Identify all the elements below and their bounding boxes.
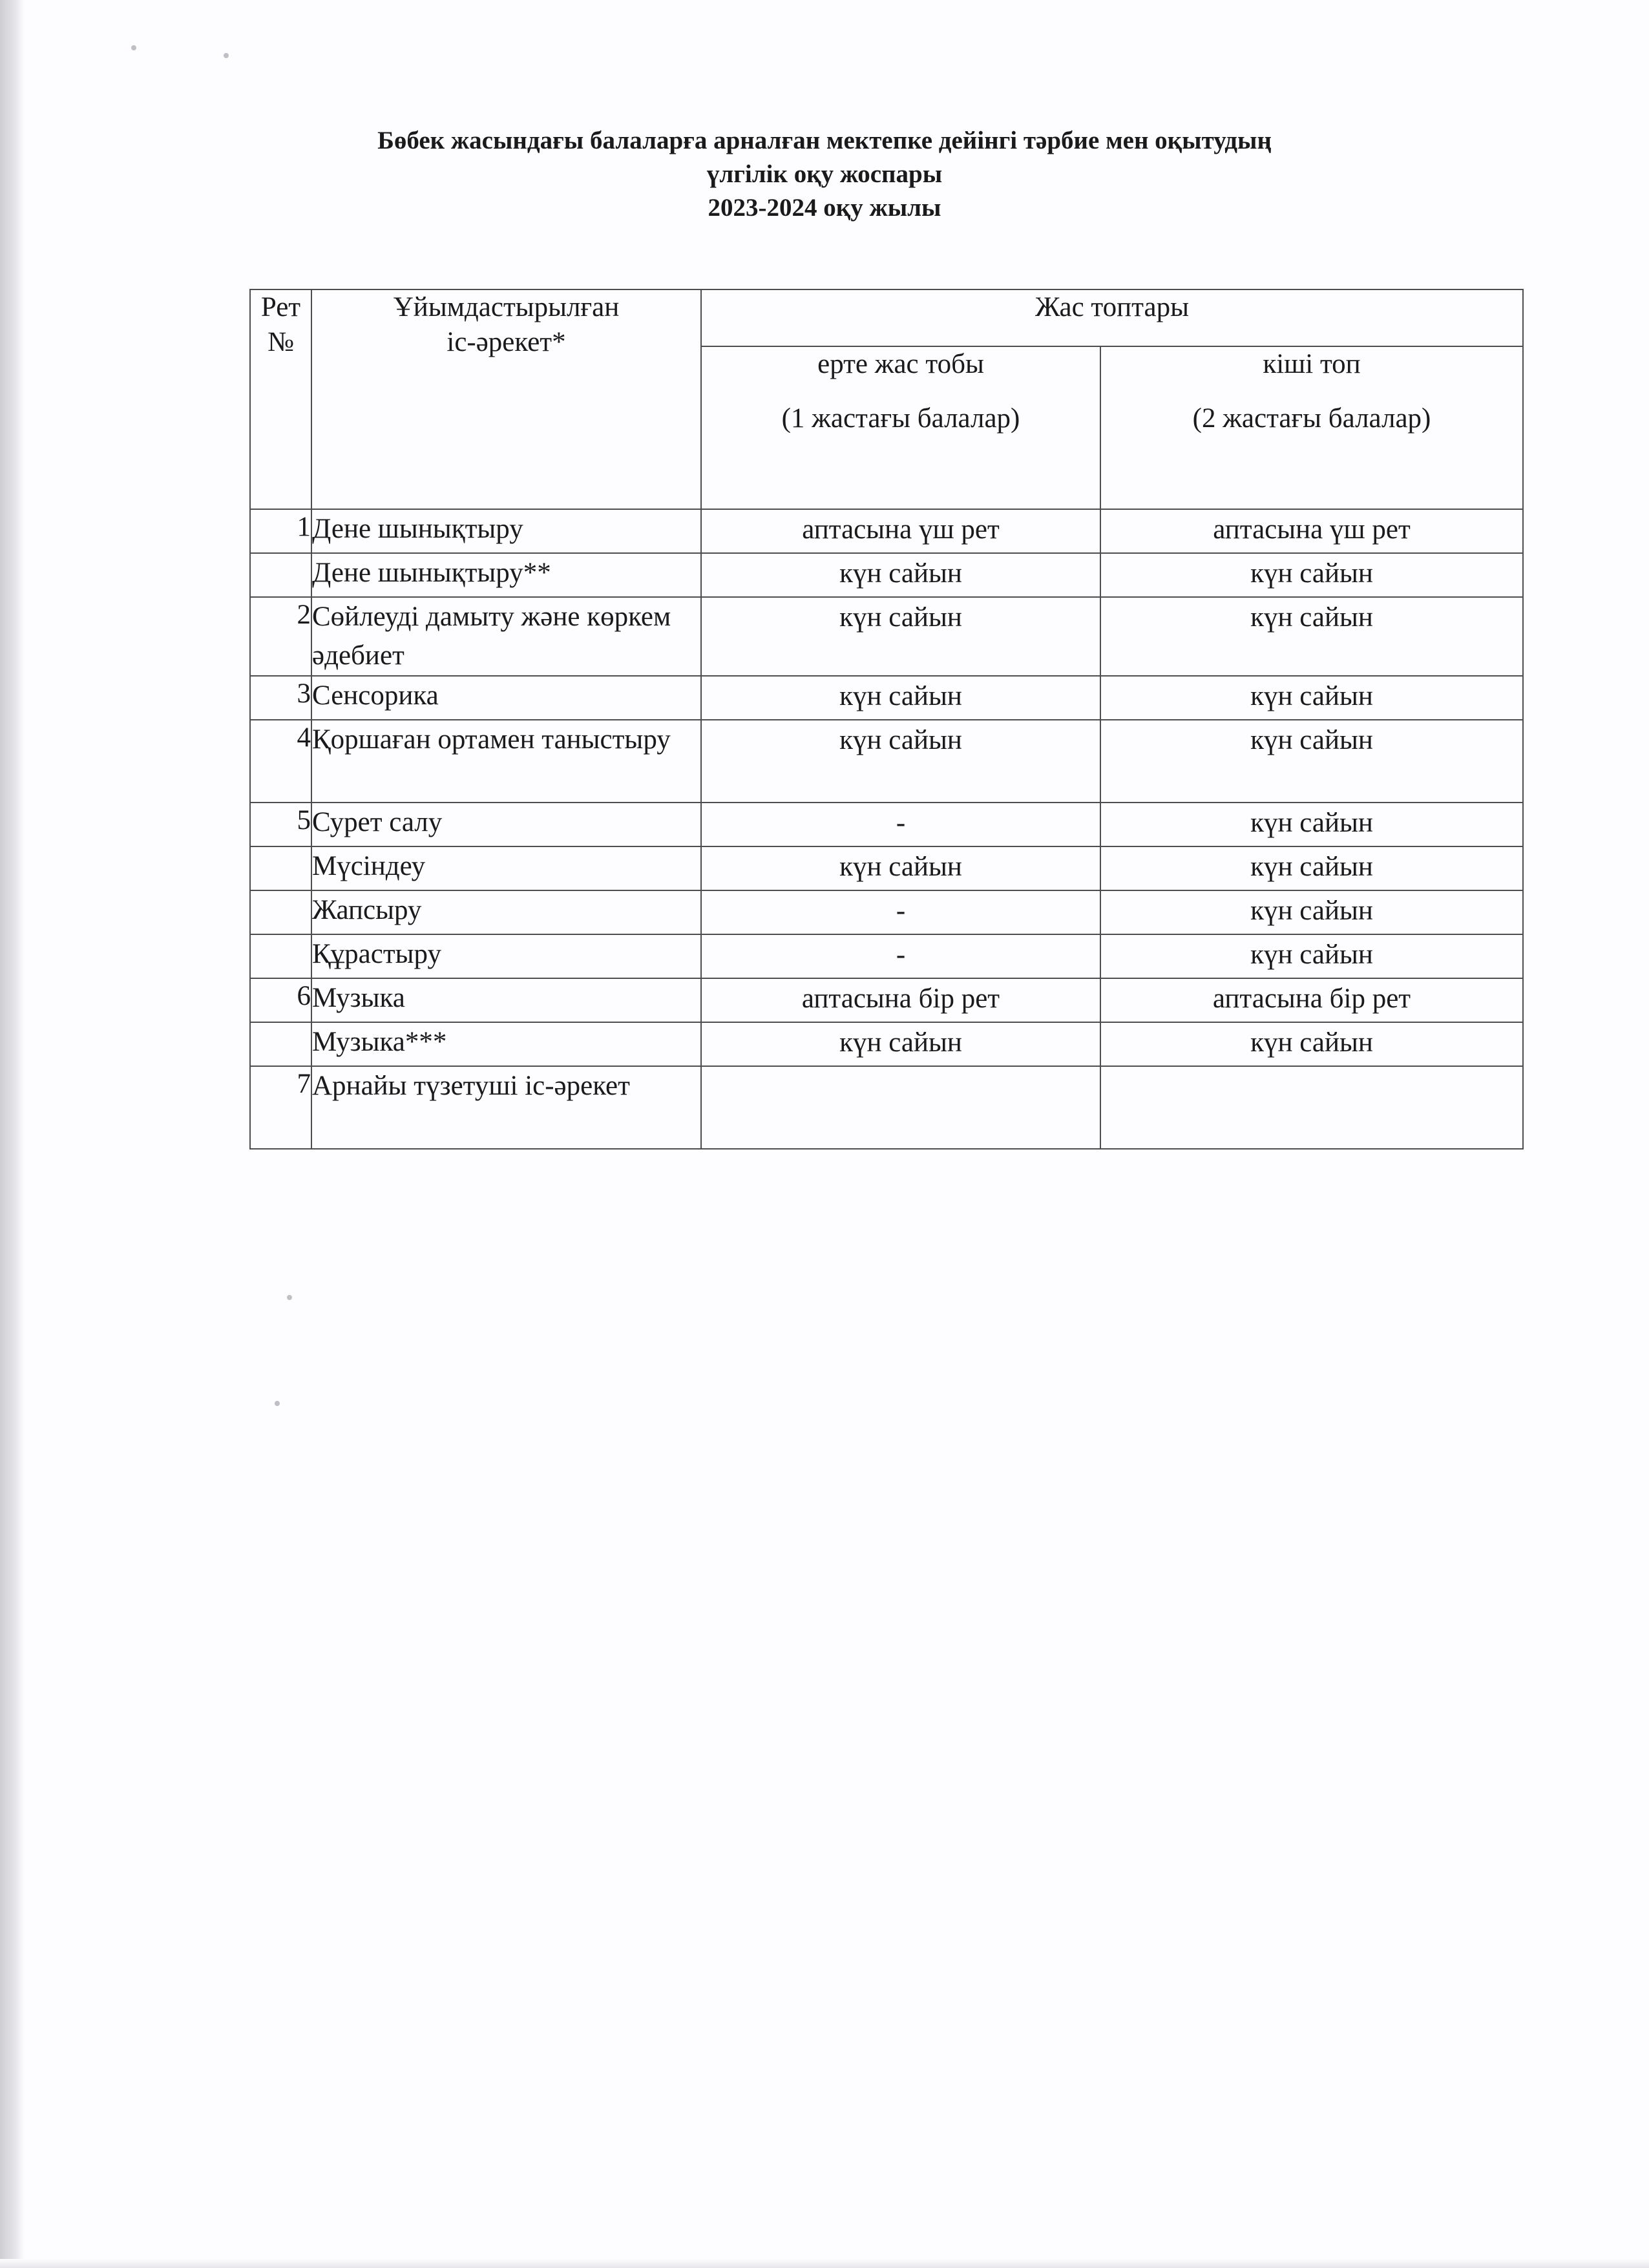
activity-cell: Мүсіндеу xyxy=(311,846,701,890)
early-group-cell: - xyxy=(701,934,1100,978)
row-number: 5 xyxy=(250,803,311,846)
activity-cell: Сурет салу xyxy=(311,803,701,846)
activity-cell: Арнайы түзетуші іс-әрекет xyxy=(311,1066,701,1149)
junior-group-age: (2 жастағы балалар) xyxy=(1192,403,1431,434)
early-group-cell: аптасына бір рет xyxy=(701,978,1100,1022)
early-group-cell: аптасына үш рет xyxy=(701,509,1100,553)
table-row xyxy=(250,846,1523,890)
junior-group-cell: күн сайын xyxy=(1100,597,1523,676)
scan-edge-bottom xyxy=(0,2259,1649,2268)
scan-speck xyxy=(275,1401,280,1406)
activity-cell: Дене шынықтыру xyxy=(311,509,701,553)
early-group-cell xyxy=(701,1066,1100,1149)
activity-cell: Сенсорика xyxy=(311,676,701,720)
junior-group-cell: күн сайын xyxy=(1100,803,1523,846)
early-group-cell: күн сайын xyxy=(701,553,1100,597)
junior-group-cell: аптасына үш рет xyxy=(1100,509,1523,553)
scan-speck xyxy=(287,1295,292,1300)
title-line-1: Бөбек жасындағы балаларға арналған мектепке дейінгі тәрбие мен оқытудың xyxy=(377,127,1272,154)
curriculum-table xyxy=(249,289,1524,1150)
scan-edge xyxy=(0,0,25,2268)
row-number: 1 xyxy=(250,509,311,553)
junior-group-cell: күн сайын xyxy=(1100,1022,1523,1066)
activity-cell: Қоршаған ортамен таныстыру xyxy=(311,720,701,803)
table-row xyxy=(250,553,1523,597)
junior-group-cell xyxy=(1100,1066,1523,1149)
row-number: 4 xyxy=(250,720,311,803)
junior-group-cell: күн сайын xyxy=(1100,890,1523,934)
junior-group-name: кіші топ xyxy=(1263,349,1361,379)
activity-cell: Жапсыру xyxy=(311,890,701,934)
document-title xyxy=(0,124,1649,225)
header-row-number xyxy=(250,289,311,509)
row-number: 2 xyxy=(250,597,311,676)
table-row xyxy=(250,509,1523,553)
scan-speck xyxy=(224,53,229,58)
junior-group-cell: күн сайын xyxy=(1100,676,1523,720)
header-junior-group xyxy=(1100,346,1523,509)
row-number xyxy=(250,553,311,597)
header-activity-line2: іс-әрекет* xyxy=(446,327,566,357)
activity-cell: Дене шынықтыру** xyxy=(311,553,701,597)
table-row xyxy=(250,720,1523,803)
header-activity xyxy=(311,289,701,509)
table-row xyxy=(250,803,1523,846)
activity-cell: Музыка xyxy=(311,978,701,1022)
scan-speck xyxy=(131,45,136,50)
junior-group-cell: аптасына бір рет xyxy=(1100,978,1523,1022)
junior-group-cell: күн сайын xyxy=(1100,934,1523,978)
header-num-line2: № xyxy=(267,327,295,357)
header-early-group xyxy=(701,346,1100,509)
row-number: 7 xyxy=(250,1066,311,1149)
table-row xyxy=(250,934,1523,978)
header-num-line1: Рет xyxy=(260,292,301,322)
early-group-cell: күн сайын xyxy=(701,1022,1100,1066)
table-row xyxy=(250,890,1523,934)
early-group-name: ерте жас тобы xyxy=(817,349,984,379)
junior-group-cell: күн сайын xyxy=(1100,553,1523,597)
table-row xyxy=(250,597,1523,676)
table-row xyxy=(250,1022,1523,1066)
header-activity-line1: Ұйымдастырылған xyxy=(393,292,620,322)
table-row xyxy=(250,978,1523,1022)
row-number xyxy=(250,890,311,934)
row-number: 3 xyxy=(250,676,311,720)
activity-cell: Құрастыру xyxy=(311,934,701,978)
activity-cell: Сөйлеуді дамыту және көркем әдебиет xyxy=(311,597,701,676)
early-group-cell: - xyxy=(701,890,1100,934)
early-group-cell: күн сайын xyxy=(701,597,1100,676)
row-number xyxy=(250,934,311,978)
early-group-cell: күн сайын xyxy=(701,846,1100,890)
table-row xyxy=(250,1066,1523,1149)
row-number xyxy=(250,846,311,890)
activity-cell: Музыка*** xyxy=(311,1022,701,1066)
row-number: 6 xyxy=(250,978,311,1022)
header-age-groups: Жас топтары xyxy=(701,289,1523,346)
row-number xyxy=(250,1022,311,1066)
junior-group-cell: күн сайын xyxy=(1100,846,1523,890)
early-group-cell: күн сайын xyxy=(701,720,1100,803)
early-group-cell: - xyxy=(701,803,1100,846)
table-row xyxy=(250,676,1523,720)
title-line-2: үлгілік оқу жоспары xyxy=(706,160,943,188)
junior-group-cell: күн сайын xyxy=(1100,720,1523,803)
early-group-cell: күн сайын xyxy=(701,676,1100,720)
early-group-age: (1 жастағы балалар) xyxy=(781,403,1020,434)
title-line-3: 2023-2024 оқу жылы xyxy=(708,194,941,222)
